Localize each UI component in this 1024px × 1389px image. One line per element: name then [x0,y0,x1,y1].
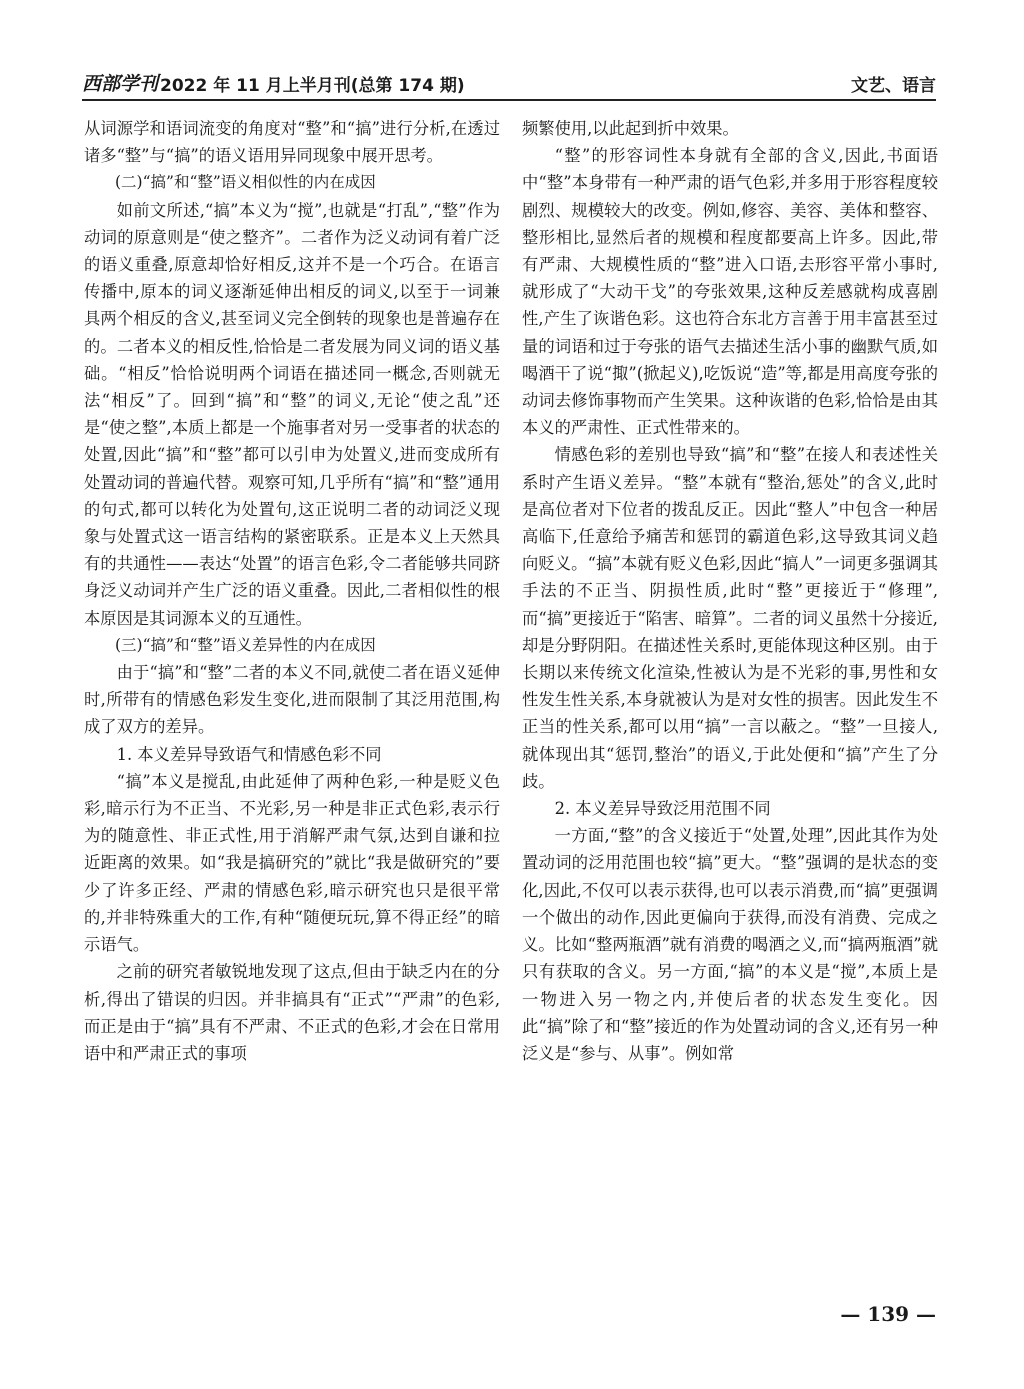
paragraph: 如前文所述,“搞”本义为“搅”,也就是“打乱”,“整”作为动词的原意则是“使之整齐”。二者作为泛义动词有着广泛的语义重叠,原意却恰好相反,这并不是一个巧合。在语言传播中,原本的词义逐渐延伸出相反的词义,以至于一词兼具两个相反的含义,甚至词义完全倒转的现象也是普遍存在的。二者本义的相反性,恰恰是二者发展为同义词的语义基础。“相反”恰恰说明两个词语在描述同一概念,否则就无法“相反”了。回到“搞”和“整”的词义,无论“使之乱”还是“使之整”,本质上都是一个施事者对另一受事者的状态的处置,因此“搞”和“整”都可以引申为处置义,进而变成所有处置动词的普遍代替。观察可知,几乎所有“搞”和“整”通用的句式,都可以转化为处置句,这正说明二者的动词泛义现象与处置式这一语言结构的紧密联系。正是本义上天然具有的共通性——表达“处置”的语言色彩,令二者能够共同跻身泛义动词并产生广泛的语义重叠。因此,二者相似性的根本原因是其词源本义的互通性。 [84,200,500,628]
paragraph: 从词源学和语词流变的角度对“整”和“搞”进行分析,在透过诸多“整”与“搞”的语义语用异同现象中展开思考。 [84,119,500,166]
paragraph: 由于“搞”和“整”二者的本义不同,就使二者在语义延伸时,所带有的情感色彩发生变化,进而限制了其泛用范围,构成了双方的差异。 [84,663,500,737]
paragraph: 频繁使用,以此起到折中效果。 [522,119,739,138]
issue-info: 2022 年 11 月上半月刊(总第 174 期) [160,76,465,96]
section-heading: (二)“搞”和“整”语义相似性的内在成因 [115,173,376,192]
header-rule [82,99,936,101]
left-column [84,115,500,1067]
section-heading: (三)“搞”和“整”语义差异性的内在成因 [115,635,376,654]
journal-logo: 西部学刊 [82,73,159,95]
subsection-heading: 1. 本义差异导致语气和情感色彩不同 [116,744,382,764]
subsection-heading: 2. 本义差异导致泛用范围不同 [554,799,771,819]
page-header [82,70,936,96]
right-column [522,115,938,1067]
paragraph: 一方面,“整”的含义接近于“处置,处理”,因此其作为处置动词的泛用范围也较“搞”更大。“整”强调的是状态的变化,因此,不仅可以表示获得,也可以表示消费,而“搞”更强调一个做出的动作,因此更偏向于获得,而没有消费、完成之义。比如“整两瓶酒”就有消费的喝酒之义,而“搞两瓶酒”就只有获取的含义。另一方面,“搞”的本义是“搅”,本质上是一物进入另一物之内,并使后者的状态发生变化。因此“搞”除了和“整”接近的作为处置动词的含义,还有另一种泛义是“参与、从事”。例如常 [522,826,938,1063]
section-label: 文艺、语言 [851,76,936,96]
paragraph: “搞”本义是搅乱,由此延伸了两种色彩,一种是贬义色彩,暗示行为不正当、不光彩,另一种是非正式色彩,表示行为的随意性、非正式性,用于消解严肃气氛,达到自谦和拉近距离的效果。如“我是搞研究的”就比“我是做研究的”要少了许多正经、严肃的情感色彩,暗示研究也只是很平常的,并非特殊重大的工作,有种“随便玩玩,算不得正经”的暗示语气。 [84,771,500,955]
paragraph: 情感色彩的差别也导致“搞”和“整”在接人和表述性关系时产生语义差异。“整”本就有“整治,惩处”的含义,此时是高位者对下位者的拨乱反正。因此“整人”中包含一种居高临下,任意给予痛苦和惩罚的霸道色彩,这导致其词义趋向贬义。“搞”本就有贬义色彩,因此“搞人”一词更多强调其手法的不正当、阴损性质,此时“整”更接近于“修理”,而“搞”更接近于“陷害、暗算”。二者的词义虽然十分接近,却是分野阴阳。在描述性关系时,更能体现这种区别。由于长期以来传统文化渲染,性被认为是不光彩的事,男性和女性发生性关系,本身就被认为是对女性的损害。因此发生不正当的性关系,都可以用“搞”一言以蔽之。“整”一旦接人,就体现出其“惩罚,整治”的语义,于此处便和“搞”产生了分歧。 [522,445,938,791]
page-number: — 139 — [840,1302,936,1326]
journal-title [82,69,465,96]
paragraph: “整”的形容词性本身就有全部的含义,因此,书面语中“整”本身带有一种严肃的语气色彩,并多用于形容程度较剧烈、规模较大的改变。例如,修容、美容、美体和整容、整形相比,显然后者的规模和程度都要高上许多。因此,带有严肃、大规模性质的“整”进入口语,去形容平常小事时,就形成了“大动干戈”的夸张效果,这种反差感就构成喜剧性,产生了诙谐色彩。这也符合东北方言善于用丰富甚至过量的词语和过于夸张的语气去描述生活小事的幽默气质,如喝酒干了说“掫”(掀起义),吃饭说“造”等,都是用高度夸张的动词去修饰事物而产生笑果。这种诙谐的色彩,恰恰是由其本义的严肃性、正式性带来的。 [522,146,938,438]
paragraph: 之前的研究者敏锐地发现了这点,但由于缺乏内在的分析,得出了错误的归因。并非搞具有“正式”“严肃”的色彩,而正是由于“搞”具有不严肃、不正式的色彩,才会在日常用语中和严肃正式的事项 [84,962,500,1063]
